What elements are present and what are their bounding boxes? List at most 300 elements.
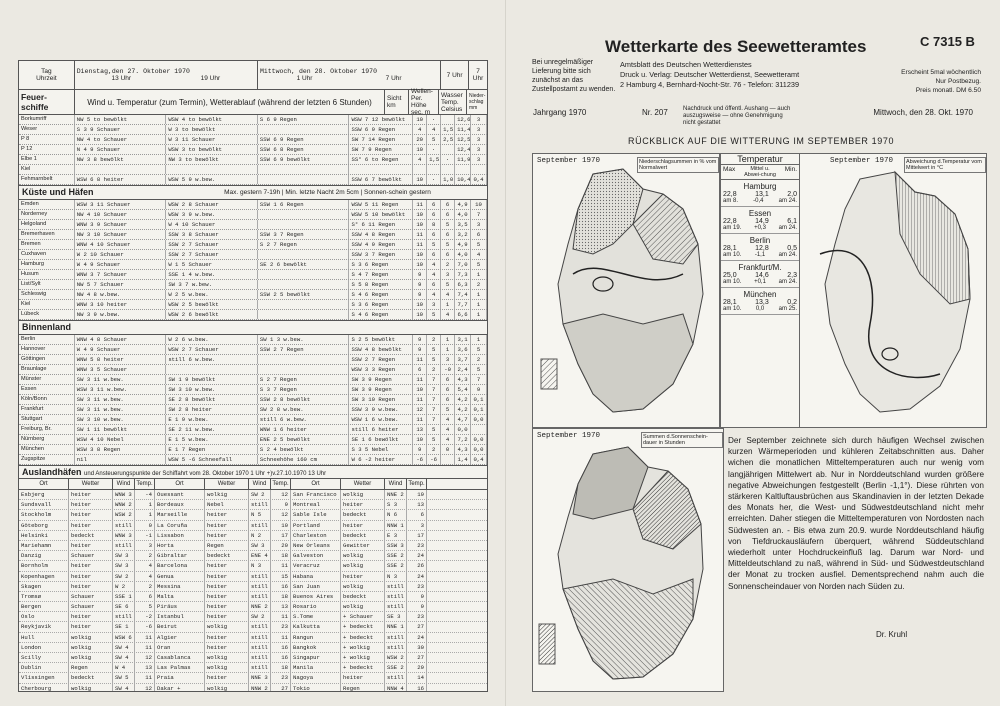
aus-cell: Portland (291, 521, 341, 530)
temp-value: 14,6 (755, 272, 769, 279)
table-cell: 10 (413, 115, 427, 124)
table-cell: WSW 2 6 bewölkt (166, 310, 258, 319)
temp-value: am 10. (723, 252, 742, 258)
aus-cell: 18 (271, 592, 291, 601)
table-cell: 3 (471, 125, 487, 134)
aus-col-label: Wind (113, 479, 135, 489)
table-cell: 4 (441, 290, 455, 299)
publisher-line: Amtsblatt des Deutschen Wetterdienstes (620, 60, 752, 69)
table-cell: WSW 4 10 Nebel (75, 435, 167, 444)
temp-value: +0,1 (754, 279, 766, 285)
table-cell: WNW 3 10 heiter (75, 300, 167, 309)
aus-cell: Reykjavik (19, 622, 69, 631)
aus-col-label: Wetter (69, 479, 113, 489)
wind-header: Wind u. Temperatur (zum Termin), Wetterablauf (während der letzten 6 Stunden) (87, 97, 372, 107)
map1-title: September 1970 (537, 157, 601, 165)
table-cell (166, 365, 258, 374)
aus-col-label: Wind (385, 479, 407, 489)
table-cell: 9 (413, 280, 427, 289)
table-cell: SSW 6 9 Regen (258, 135, 350, 144)
temp-min-label: Min. (784, 166, 797, 173)
aus-cell: Kalkutta (291, 622, 341, 631)
table-cell: SW 7 14 Regen (349, 135, 413, 144)
aus-cell: Oran (155, 643, 205, 652)
aus-cell: Praia (155, 673, 205, 682)
table-cell: 12 (413, 405, 427, 414)
aus-cell: 18 (271, 663, 291, 672)
aus-cell: heiter (69, 521, 113, 530)
table-cell: 6 (427, 230, 441, 239)
table-cell: 11,4 (457, 126, 471, 133)
table-cell: WSW 2 8 Schauer (166, 200, 258, 209)
table-row (19, 260, 487, 270)
table-cell: SW 2 8 heiter (166, 405, 258, 414)
table-cell: S 2 5 bewölkt (349, 335, 413, 344)
aus-cell: Genua (155, 572, 205, 581)
aus-cell: Habana (291, 572, 341, 581)
aus-cell: SSE 2 (385, 663, 407, 672)
aus-cell: NNE 3 (249, 673, 271, 682)
table-cell: SW 3 10 w.bew. (166, 385, 258, 394)
table-cell (166, 165, 258, 174)
table-cell: S 4 6 Regen (349, 290, 413, 299)
table-cell: 3,5 (455, 220, 471, 229)
table-cell: 10 (413, 220, 427, 229)
table-cell: 3,2 (455, 230, 471, 239)
aus-cell: heiter (205, 602, 249, 611)
table-cell: 4,9 (455, 200, 471, 209)
aus-cell: still (249, 500, 271, 509)
table-cell: Münster (19, 375, 75, 384)
aus-cell: heiter (205, 561, 249, 570)
aus-cell: 23 (271, 673, 291, 682)
temp-city-row (723, 191, 797, 198)
table-cell: N 4 9 Schauer (75, 145, 167, 154)
table-cell: 5 (427, 135, 441, 144)
temp-value: 12,8 (755, 245, 769, 252)
table-cell: 4,9 (455, 240, 471, 249)
aus-cell: 17 (407, 531, 427, 540)
aus-cell: WNW 3 (113, 531, 135, 540)
aus-cell: SSW 3 (385, 541, 407, 550)
aus-cell: heiter (69, 490, 113, 499)
aus-cell: WSW 6 (113, 633, 135, 642)
aus-row (19, 582, 487, 592)
table-cell: 10,4 (457, 176, 471, 183)
table-cell: SSW 6 8 Regen (258, 145, 350, 154)
aus-cell: 12 (271, 490, 291, 499)
aus-cell: SW 4 (113, 653, 135, 662)
table-cell: S° 6 11 Regen (349, 220, 413, 229)
temp-city-name: Frankfurt/M. (738, 263, 782, 272)
table-cell: 6 (441, 395, 455, 404)
table-cell: 3 (471, 220, 487, 229)
table-row (19, 250, 487, 260)
feuer-rows (19, 115, 487, 185)
aus-cell: Singapur (291, 653, 341, 662)
table-cell: S 3 6 Regen (349, 260, 413, 269)
aus-cell: 17 (271, 531, 291, 540)
table-cell: 4,0 (455, 250, 471, 259)
aus-cell: Dakar + (155, 684, 205, 692)
table-cell: 5 (471, 345, 487, 354)
aus-cell: London (19, 643, 69, 652)
aus-row (19, 490, 487, 500)
table-cell: SSW 2 5 bewölkt (258, 290, 350, 299)
aus-cell: Hull (19, 633, 69, 642)
table-cell: 2 (427, 445, 441, 454)
table-cell: Schneehöhe 160 cm (258, 455, 350, 464)
table-cell: 6 (441, 385, 455, 394)
table-cell: still 6 heiter (349, 425, 413, 434)
aus-cell: 23 (271, 622, 291, 631)
aus-cell: still (249, 663, 271, 672)
note-line: Bei unregelmäßiger (532, 59, 594, 66)
temp-value: 6,1 (787, 218, 797, 225)
table-cell: 1 (471, 270, 487, 279)
aus-cell: SW 4 (113, 643, 135, 652)
table-cell: Essen (19, 385, 75, 394)
table-cell: 3 (471, 135, 487, 144)
table-cell: SSW 2 7 Regen (258, 345, 350, 354)
aus-cell: Stockholm (19, 510, 69, 519)
aus-cell: still (385, 633, 407, 642)
table-cell: still 6 w.bew. (258, 415, 350, 424)
table-cell: NW 4 to Schauer (75, 135, 167, 144)
aus-cell: 9 (271, 500, 291, 509)
table-cell: 0,4 (471, 175, 487, 184)
map2-legend: Abweichung d.Temperatur vom Mittelwert in °C (904, 157, 986, 173)
table-cell: WNW 3 5 Schauer (75, 365, 167, 374)
table-cell: 0,1 (471, 405, 487, 414)
aus-cell: 16 (271, 582, 291, 591)
aus-cell: heiter (341, 673, 385, 682)
temp-city (721, 180, 799, 207)
aus-col-label: Wetter (341, 479, 385, 489)
aus-cell: -1 (135, 531, 155, 540)
table-cell: SSW 2 7 Regen (349, 355, 413, 364)
table-cell: 6 (441, 200, 455, 209)
aus-cell: W 4 (113, 663, 135, 672)
aus-cell: 11 (271, 633, 291, 642)
table-cell: 10 (413, 385, 427, 394)
table-cell: 3,1 (455, 335, 471, 344)
publisher-line: Druck u. Verlag: Deutscher Wetterdienst, Seewetteramt (620, 70, 800, 79)
table-cell: S 2 4 bewölkt (258, 445, 350, 454)
aus-row (19, 643, 487, 653)
date-1: Dienstag,den 27. Oktober 1970 (76, 68, 190, 75)
aus-cell: Beirut (155, 622, 205, 631)
table-cell: SW 1 3 w.bew. (258, 335, 350, 344)
table-row (19, 385, 487, 395)
aus-cell: Danzig (19, 551, 69, 560)
table-cell: 4,3 (455, 445, 471, 454)
aus-cell: 27 (407, 653, 427, 662)
aus-cell: heiter (341, 572, 385, 581)
table-row (19, 435, 487, 445)
table-row (19, 445, 487, 455)
table-cell: 6 (441, 375, 455, 384)
table-cell: 2 (441, 260, 455, 269)
table-cell (258, 220, 350, 229)
aus-row (19, 510, 487, 520)
table-cell: Husum (19, 270, 75, 279)
table-cell: WSW 3 11 Schauer (75, 200, 167, 209)
aus-col-label: Temp. (271, 479, 291, 489)
aus-cell: 30 (407, 643, 427, 652)
aus-cell: SW 2 (113, 572, 135, 581)
temp-value: 0,5 (787, 245, 797, 252)
table-cell: E 1 9 w.bew. (166, 415, 258, 424)
issue-code: C 7315 B (920, 34, 975, 49)
aus-cell: Ouessant (155, 490, 205, 499)
kuste-title: Küste und Häfen (22, 187, 94, 197)
table-cell: 10 (413, 435, 427, 444)
aus-cell: heiter (69, 572, 113, 581)
table-cell (258, 365, 350, 374)
table-row (19, 375, 487, 385)
table-row (19, 135, 487, 145)
table-cell: 9 (413, 290, 427, 299)
table-cell: W 2 5 w.bew. (166, 290, 258, 299)
table-cell: E 1 5 w.bew. (166, 435, 258, 444)
table-cell (441, 455, 455, 464)
table-cell: 11 (413, 240, 427, 249)
aus-cell: 11 (271, 561, 291, 570)
aus-row (19, 622, 487, 632)
table-cell: SW 3 11 w.bew. (75, 405, 167, 414)
table-cell: 6 (427, 200, 441, 209)
aus-row (19, 592, 487, 602)
table-cell: SE 2 8 bewölkt (166, 395, 258, 404)
table-cell (441, 165, 455, 174)
table-cell: -0 (441, 365, 455, 374)
table-cell: W 4 9 Schauer (75, 260, 167, 269)
aus-cell: wolkig (205, 653, 249, 662)
aus-row (19, 572, 487, 582)
table-cell: WSW 4 to bewölkt (166, 115, 258, 124)
table-cell: 3 (427, 300, 441, 309)
table-cell: 10 (413, 310, 427, 319)
table-cell: 4,2 (455, 405, 471, 414)
aus-cell: wolkig (205, 490, 249, 499)
temp-value: am 24. (778, 198, 797, 204)
table-cell: WSW 6 8 heiter (75, 175, 167, 184)
table-cell: 9 (413, 335, 427, 344)
table-cell: 5 (427, 240, 441, 249)
table-cell: W 1 5 Schauer (166, 260, 258, 269)
aus-cell: Galveston (291, 551, 341, 560)
aus-cell: 27 (271, 684, 291, 692)
aus-cell: + bedeckt (341, 622, 385, 631)
table-cell: 0,0 (471, 445, 487, 454)
aus-cell: 13 (271, 602, 291, 611)
kuste-rows (19, 200, 487, 320)
aus-cell: 19 (407, 490, 427, 499)
date-2: Mittwoch, den 28. Oktober 1970 (259, 68, 377, 75)
table-cell: E 1 7 Regen (166, 445, 258, 454)
table-cell: Cuxhaven (19, 250, 75, 259)
note-line: Zustellpostamt zu wenden. (532, 86, 616, 93)
table-cell: Kiel (19, 300, 75, 309)
aus-cell: San Juan (291, 582, 341, 591)
aus-cell: wolkig (341, 561, 385, 570)
publisher-line: 2 Hamburg 4, Bernhard-Nocht-Str. 76 - Telefon: 311239 (620, 80, 800, 89)
table-cell: SSE 1 4 w.bew. (166, 270, 258, 279)
publication-terms (893, 68, 981, 95)
table-cell: 5 (471, 365, 487, 374)
aus-row (19, 541, 487, 551)
table-row (19, 125, 487, 135)
table-cell: 4 (427, 260, 441, 269)
table-cell: 1,0 (443, 176, 454, 183)
table-cell: 11 (413, 415, 427, 424)
aus-cell: 20 (271, 541, 291, 550)
aus-cell: heiter (205, 612, 249, 621)
table-cell: W 4 10 Schauer (166, 220, 258, 229)
aus-row (19, 521, 487, 531)
temp-value: am 10. (723, 306, 742, 312)
aus-cell: 11 (135, 673, 155, 682)
aus-cell: still (113, 521, 135, 530)
table-cell (258, 165, 350, 174)
aus-cell: Tromsø (19, 592, 69, 601)
aus-cell: 1 (135, 510, 155, 519)
aus-cell: wolkig (205, 684, 249, 692)
aus-cell: heiter (69, 541, 113, 550)
aus-cell: Bornholm (19, 561, 69, 570)
table-cell: 0,1 (471, 395, 487, 404)
aus-cell: Horta (155, 541, 205, 550)
aus-cell: still (385, 592, 407, 601)
aus-cell: Piräus (155, 602, 205, 611)
table-cell: 7,4 (455, 290, 471, 299)
table-cell (427, 165, 441, 174)
aus-cell: SW 5 (113, 673, 135, 682)
table-cell: WNW 3 9 Schauer (75, 220, 167, 229)
table-cell: Berlin (19, 335, 75, 344)
aus-cell: Malta (155, 592, 205, 601)
table-cell (75, 165, 167, 174)
table-cell: SSW 4 8 Regen (349, 230, 413, 239)
temp-value: am 25. (778, 306, 797, 312)
aus-cell: -2 (135, 612, 155, 621)
table-cell: nil (75, 455, 167, 464)
temperature-panel (720, 153, 800, 428)
aus-cell: 11 (135, 643, 155, 652)
aus-cell: 4 (135, 561, 155, 570)
table-cell: 9 (413, 270, 427, 279)
table-cell: 4 (441, 425, 455, 434)
table-cell: SW 3 11 w.bew. (75, 375, 167, 384)
table-cell: · (441, 155, 455, 164)
table-date-header (19, 61, 487, 90)
aus-cell: bedeckt (341, 510, 385, 519)
aus-cell: 26 (407, 561, 427, 570)
aus-cell: 14 (407, 673, 427, 682)
signature: Dr. Kruhl (876, 630, 908, 639)
table-cell: 1 (471, 310, 487, 319)
aus-cell: heiter (205, 531, 249, 540)
table-row (19, 145, 487, 155)
table-cell: 12,5 (457, 136, 471, 143)
table-cell: 5 (441, 240, 455, 249)
table-cell: 3 (441, 270, 455, 279)
table-cell: · (427, 175, 441, 184)
time-1: 13 Uhr (111, 75, 132, 82)
table-cell: SE 2 6 bewölkt (258, 260, 350, 269)
table-cell: 1,5 (429, 156, 440, 163)
wellen-header: Wellen- Per. Höhe sec. m (411, 88, 433, 116)
table-cell: SW 3 9 Regen (349, 385, 413, 394)
table-cell: WNW 4 8 Schauer (75, 335, 167, 344)
aus-cell: SE 1 (113, 622, 135, 631)
table-cell: Elbe 1 (19, 155, 75, 164)
aus-sub: und Ansteuerungspunkte der Schiffahrt vom 28. Oktober 1970 1 Uhr +)v.27.10.1970 13 Uhr (84, 471, 327, 477)
aus-cell: Marseille (155, 510, 205, 519)
temp-value: 22,8 (723, 218, 737, 225)
aus-cell: San Francisco (291, 490, 341, 499)
table-cell: 8 (427, 220, 441, 229)
table-cell: 9 (413, 445, 427, 454)
table-row (19, 365, 487, 375)
aus-cell: SSE 2 (385, 551, 407, 560)
table-cell: SE 1 6 bewölkt (349, 435, 413, 444)
table-cell: 4 (471, 250, 487, 259)
table-cell: NW 3 to bewölkt (166, 155, 258, 164)
aus-cell: still (249, 633, 271, 642)
table-cell: 2,5 (443, 136, 454, 143)
aus-cell: 23 (407, 541, 427, 550)
table-cell: SSW 2 7 Schauer (166, 250, 258, 259)
table-cell: 5 (427, 345, 441, 354)
table-cell: Zugspitze (19, 455, 75, 464)
aus-cell: 6 (407, 510, 427, 519)
table-cell: 2 (427, 335, 441, 344)
aus-rows (19, 490, 487, 692)
table-cell: Freiburg, Br. (19, 425, 75, 434)
aus-cell: NNW 4 (385, 684, 407, 692)
temp-value: -0,4 (753, 198, 764, 204)
table-cell: WNW 3 7 Schauer (75, 270, 167, 279)
table-cell (413, 165, 427, 174)
note-left (532, 58, 615, 94)
table-cell: 4 (427, 270, 441, 279)
table-cell: WSW 3 3 Regen (349, 365, 413, 374)
table-row (19, 210, 487, 220)
table-cell: W 2 10 Schauer (75, 250, 167, 259)
table-cell: WSW 1 6 w.bew. (349, 415, 413, 424)
table-cell: SSW 3 7 Regen (349, 250, 413, 259)
table-cell: Göttingen (19, 355, 75, 364)
table-cell: 5 (471, 260, 487, 269)
table-cell: SW 1 11 bewölkt (75, 425, 167, 434)
map3-title: September 1970 (537, 432, 601, 440)
aus-cell: Helsinki (19, 531, 69, 540)
aus-cell: ENE 4 (249, 551, 271, 560)
table-cell: W 2 6 w.bew. (166, 335, 258, 344)
table-cell: 4,7 (455, 415, 471, 424)
table-cell: SSW 2 8 bewölkt (258, 395, 350, 404)
table-cell: · (427, 115, 441, 124)
temp-value: 0,2 (787, 299, 797, 306)
aus-cell: Manila (291, 663, 341, 672)
aus-cell: + bedeckt (341, 663, 385, 672)
table-cell: 4 (441, 415, 455, 424)
table-cell: NW 3 8 bewölkt (75, 155, 167, 164)
aus-cell: bedeckt (205, 551, 249, 560)
table-cell (258, 210, 350, 219)
